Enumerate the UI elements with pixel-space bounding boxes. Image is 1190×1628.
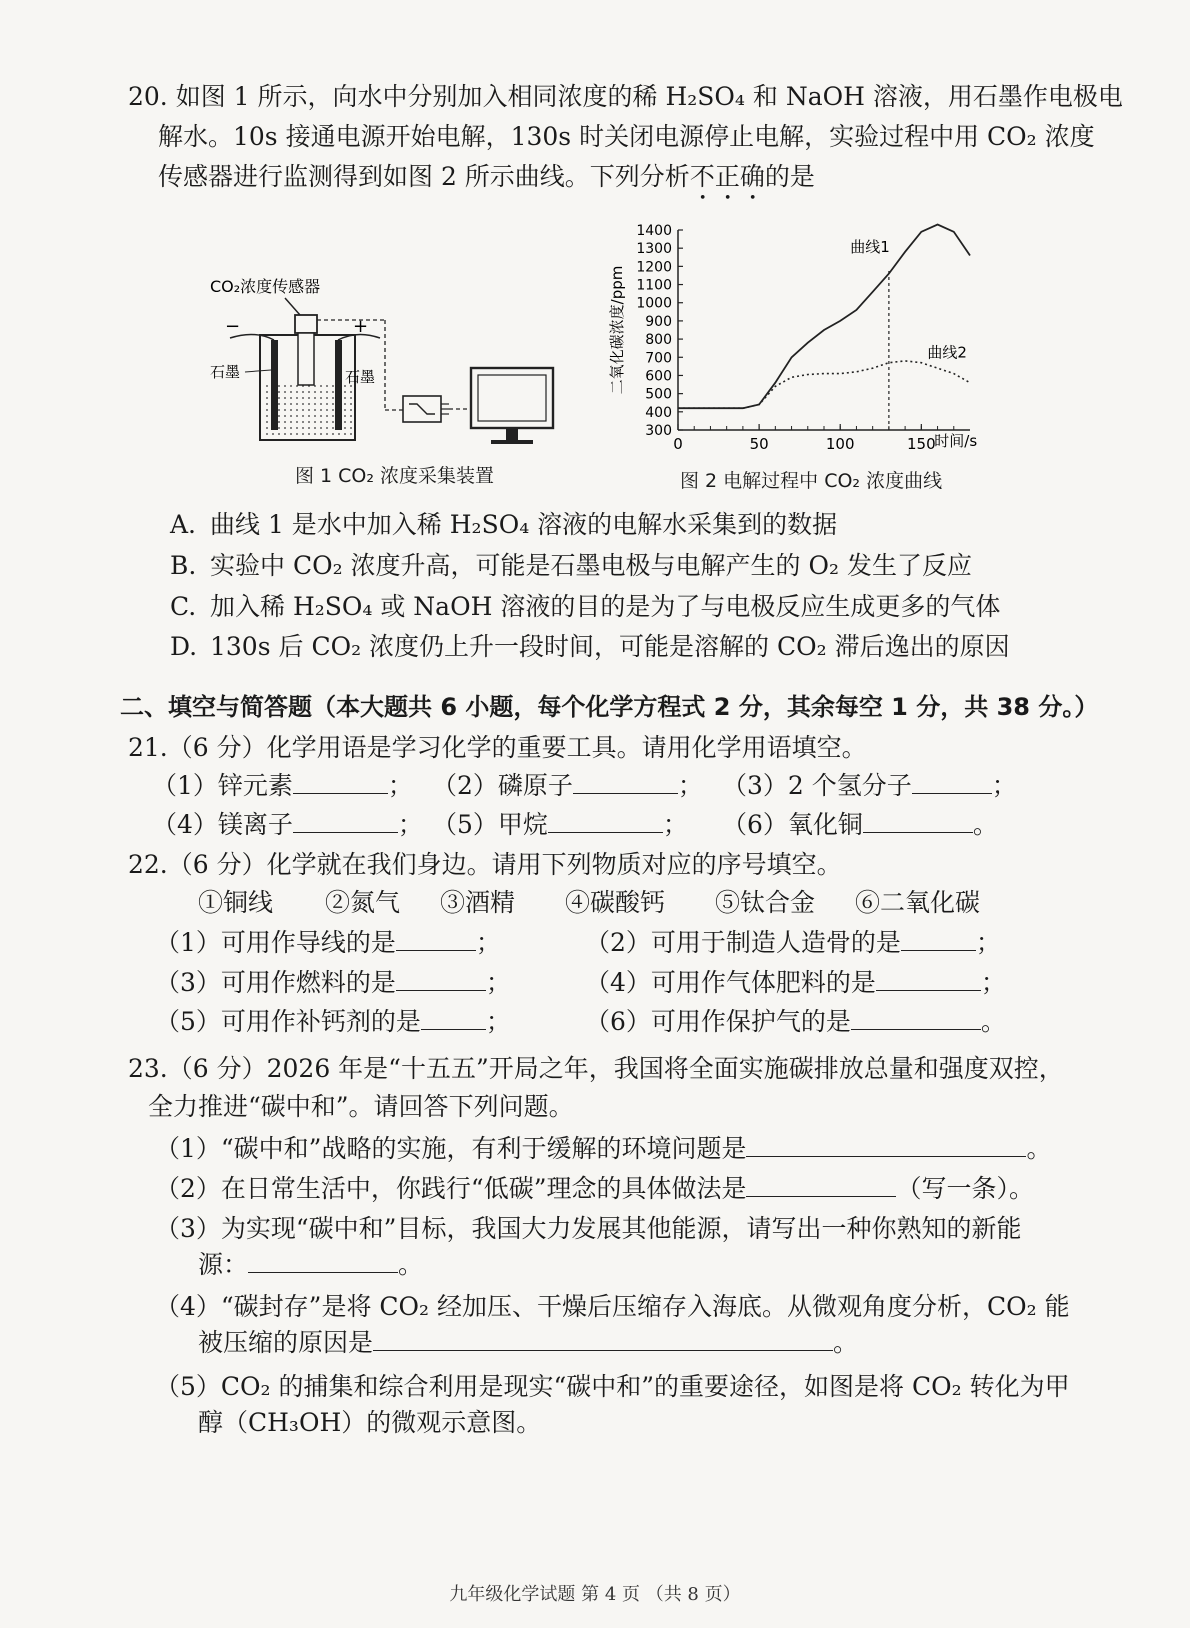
q21-item-2: （2）磷原子 ； xyxy=(432,771,703,800)
option-letter: A. xyxy=(170,510,197,539)
answer-blank[interactable] xyxy=(876,966,981,991)
y-tick-label: 300 xyxy=(645,423,672,439)
q23-stem-line2: 全力推进“碳中和”。请回答下列问题。 xyxy=(148,1092,574,1121)
q23-stem-line1: 23.（6 分）2026 年是“十五五”开局之年，我国将全面实施碳排放总量和强度双控， xyxy=(128,1054,1064,1083)
q23-part2: （2）在日常生活中，你践行“低碳”理念的具体做法是 （写一条）。 xyxy=(155,1174,1034,1203)
q20-option-d[interactable] xyxy=(170,630,1010,664)
y-tick-label: 1200 xyxy=(636,259,672,276)
q22-item-3: （3）可用作燃料的是 ； xyxy=(155,968,511,997)
answer-blank[interactable] xyxy=(746,1132,1026,1157)
answer-blank[interactable] xyxy=(396,926,476,951)
right-electrode-label: 石墨 xyxy=(345,368,376,386)
answer-blank[interactable] xyxy=(548,808,663,833)
q21-item-4: （4）镁离子 ； xyxy=(152,810,423,839)
sensor-probe xyxy=(298,333,314,385)
q22-stem: 22.（6 分）化学就在我们身边。请用下列物质对应的序号填空。 xyxy=(128,850,842,879)
y-tick-label: 700 xyxy=(645,350,672,367)
q21-stem: 21.（6 分）化学用语是学习化学的重要工具。请用化学用语填空。 xyxy=(128,733,867,762)
answer-blank[interactable] xyxy=(293,808,398,833)
figure2-caption: 图 2 电解过程中 CO₂ 浓度曲线 xyxy=(680,470,943,492)
q20-line3: 传感器进行监测得到如图 2 所示曲线。下列分析不正确的是 xyxy=(158,162,815,191)
series-line-2 xyxy=(678,361,970,408)
q20-option-c[interactable] xyxy=(170,590,1000,624)
q22-substance: ③酒精 xyxy=(440,888,516,917)
q21-item-5: （5）甲烷 ； xyxy=(432,810,688,839)
x-tick-label: 150 xyxy=(907,435,936,453)
option-text: 130s 后 CO₂ 浓度仍上升一段时间，可能是溶解的 CO₂ 滞后逸出的原因 xyxy=(210,632,1010,661)
q22-item-6: （6）可用作保护气的是 。 xyxy=(585,1007,1006,1036)
q23-part3-line1: （3）为实现“碳中和”目标，我国大力发展其他能源，请写出一种你熟知的新能 xyxy=(155,1214,1022,1243)
q22-item-1: （1）可用作导线的是 ； xyxy=(155,928,501,957)
answer-blank[interactable] xyxy=(421,1005,486,1030)
option-text: 加入稀 H₂SO₄ 或 NaOH 溶液的目的是为了与电极反应生成更多的气体 xyxy=(210,592,1001,621)
answer-blank[interactable] xyxy=(373,1326,833,1351)
y-axis-label: 二氧化碳浓度/ppm xyxy=(608,265,626,395)
figure1-caption: 图 1 CO₂ 浓度采集装置 xyxy=(295,465,495,487)
y-tick-label: 1300 xyxy=(636,241,672,258)
emphasis-not-correct: 不正确 xyxy=(689,162,765,191)
y-tick-label: 900 xyxy=(645,313,672,330)
y-tick-label: 500 xyxy=(645,386,672,403)
series-label-1: 曲线1 xyxy=(850,237,890,256)
q22-substance: ④碳酸钙 xyxy=(565,888,666,917)
x-tick-label: 50 xyxy=(749,435,769,453)
answer-blank[interactable] xyxy=(863,808,973,833)
answer-blank[interactable] xyxy=(746,1172,896,1197)
option-text: 实验中 CO₂ 浓度升高，可能是石墨电极与电解产生的 O₂ 发生了反应 xyxy=(210,551,972,580)
option-letter: D. xyxy=(170,632,198,661)
q22-substance: ⑤钛合金 xyxy=(715,888,816,917)
option-letter: C. xyxy=(170,592,197,621)
x-axis-label: 时间/s xyxy=(934,432,978,450)
answer-blank[interactable] xyxy=(901,926,976,951)
page-footer: 九年级化学试题 第 4 页 （共 8 页） xyxy=(449,1584,741,1605)
q23-part5-line1: （5）CO₂ 的捕集和综合利用是现实“碳中和”的重要途径，如图是将 CO₂ 转化为甲 xyxy=(155,1372,1070,1401)
y-tick-label: 400 xyxy=(645,404,672,421)
answer-blank[interactable] xyxy=(293,769,388,794)
q20-option-a[interactable] xyxy=(170,508,837,542)
q20-line2: 解水。10s 接通电源开始电解，130s 时关闭电源停止电解，实验过程中用 CO₂ 浓度 xyxy=(158,122,1095,151)
figure1-apparatus xyxy=(205,270,575,470)
y-tick-label: 1100 xyxy=(636,277,672,294)
q22-item-2: （2）可用于制造人造骨的是 ； xyxy=(585,928,1001,957)
y-tick-label: 1400 xyxy=(636,223,672,239)
q21-item-1: （1）锌元素 ； xyxy=(152,771,413,800)
left-electrode-label: 石墨 xyxy=(210,363,241,381)
q23-part4-line2: 被压缩的原因是 。 xyxy=(198,1328,859,1357)
computer-monitor xyxy=(471,368,553,428)
option-text: 曲线 1 是水中加入稀 H₂SO₄ 溶液的电解水采集到的数据 xyxy=(210,510,838,539)
answer-blank[interactable] xyxy=(851,1005,981,1030)
q22-substance: ⑥二氧化碳 xyxy=(855,888,981,917)
answer-blank[interactable] xyxy=(396,966,486,991)
right-electrode xyxy=(335,340,342,430)
series-line-1 xyxy=(678,225,970,409)
section-2-heading: 二、填空与简答题（本大题共 6 小题，每个化学方程式 2 分，其余每空 1 分，共 38 分。） xyxy=(120,693,1099,721)
q21-item-6: （6）氧化铜 。 xyxy=(722,810,998,839)
figure2-chart xyxy=(600,215,1000,465)
series-label-2: 曲线2 xyxy=(927,343,967,362)
q21-item-3: （3）2 个氢分子 ； xyxy=(722,771,1017,800)
q20-option-b[interactable] xyxy=(170,549,972,583)
y-tick-label: 1000 xyxy=(636,295,672,312)
q23-part1: （1）“碳中和”战略的实施，有利于缓解的环境问题是 。 xyxy=(155,1134,1052,1163)
minus-sign: − xyxy=(225,316,241,337)
q22-item-5: （5）可用作补钙剂的是 ； xyxy=(155,1007,511,1036)
answer-blank[interactable] xyxy=(573,769,678,794)
q23-part4-line1: （4）“碳封存”是将 CO₂ 经加压、干燥后压缩存入海底。从微观角度分析，CO₂ 能 xyxy=(155,1292,1070,1321)
answer-blank[interactable] xyxy=(912,769,992,794)
y-tick-label: 600 xyxy=(645,368,672,385)
q23-part3-line2: 源： 。 xyxy=(198,1250,424,1279)
x-tick-label: 100 xyxy=(825,435,855,453)
answer-blank[interactable] xyxy=(248,1248,398,1273)
y-tick-label: 800 xyxy=(645,332,672,349)
q20-line1: 20. 如图 1 所示，向水中分别加入相同浓度的稀 H₂SO₄ 和 NaOH 溶液，用石墨作电极电 xyxy=(128,82,1123,111)
q22-item-4: （4）可用作气体肥料的是 ； xyxy=(585,968,1006,997)
sensor-label: CO₂浓度传感器 xyxy=(210,277,321,296)
q23-part5-line2: 醇（CH₃OH）的微观示意图。 xyxy=(198,1408,542,1437)
plus-sign: + xyxy=(353,316,369,337)
sensor-head xyxy=(295,315,317,333)
left-electrode xyxy=(271,340,278,430)
q22-substance: ①铜线 xyxy=(198,888,274,917)
x-tick-label: 0 xyxy=(673,435,683,453)
option-letter: B. xyxy=(170,551,197,580)
q22-substance: ②氮气 xyxy=(325,888,401,917)
